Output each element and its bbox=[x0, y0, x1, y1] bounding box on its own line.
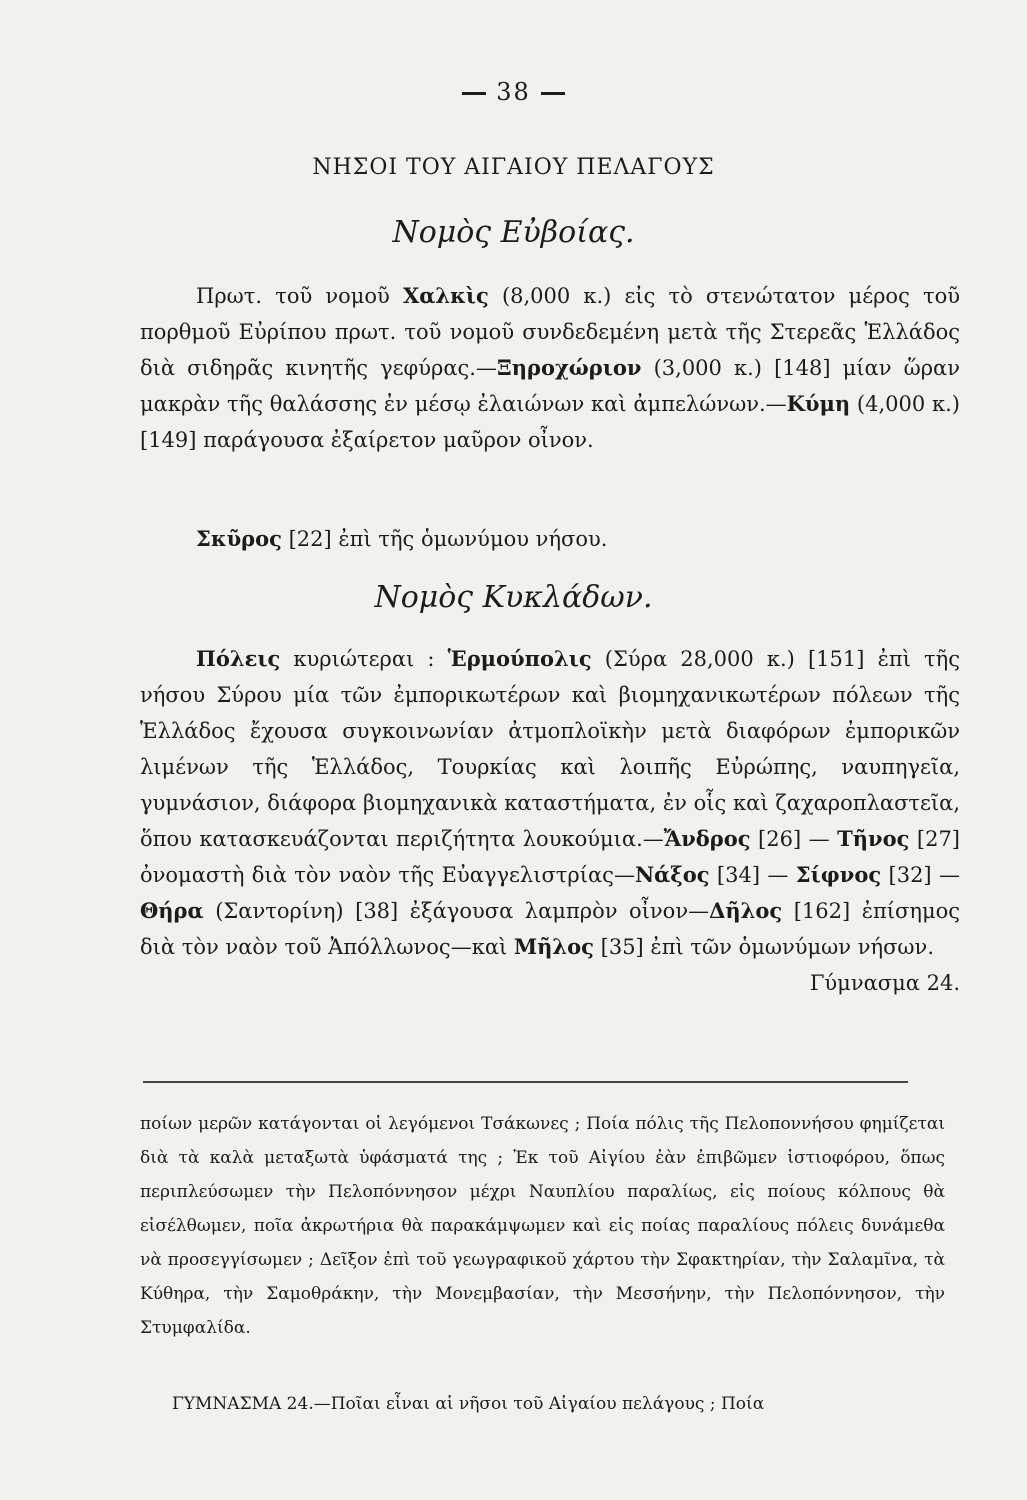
place-milos: Μῆλος bbox=[513, 934, 594, 959]
kyklades-paragraph: Πόλεις κυριώτεραι : Ἑρμούπολις (Σύρα 28,000 κ.) [151] ἐπὶ τῆς νήσου Σύρου μία τῶν ἐμπορικωτέρων καὶ βιομηχανικωτέρων πόλεων τῆς Ἑλλάδος ἔχουσα συγκοινωνίαν ἀτμοπλοϊκὴν μετὰ διαφόρων ἐμπορικῶν λιμένων τῆς Ἑλλάδος, Τουρκίας καὶ λοιπῆς Εὐρώπης, ναυπηγεῖα, γυμνάσιον, διάφορα βιομηχανικὰ καταστήματα, ἐν οἷς καὶ ζαχαροπλαστεῖα, ὅπου κατασκευάζονται περιζήτητα λουκούμια.—Ἄνδρος [26] — Τῆνος [27] ὀνομαστὴ διὰ τὸν ναὸν τῆς Εὐαγγελιστρίας—Νάξος [34] — Σίφνος [32] — Θήρα (Σαντορίνη) [38] ἐξάγουσα λαμπρὸν οἶνον—Δῆλος [162] ἐπίσημος διὰ τὸν ναὸν τοῦ Ἀπόλλωνος—καὶ Μῆλος [35] ἐπὶ τῶν ὁμωνύμων νήσων. Γύμνασμα 24. bbox=[140, 641, 960, 1001]
header-dash-right bbox=[541, 92, 565, 95]
place-andros: Ἄνδρος bbox=[663, 826, 751, 851]
footnote-divider bbox=[143, 1081, 908, 1083]
footnote-text: ποίων μερῶν κατάγονται οἱ λεγόμενοι Τσάκωνες ; Ποία πόλις τῆς Πελοποννήσου φημίζεται διὰ τὰ καλὰ μεταξωτὰ ὑφάσματά της ; Ἐκ τοῦ Αἰγίου ἐὰν ἐπιβῶμεν ἱστιοφόρου, ὅπως περιπλεύσωμεν τὴν Πελοπόννησον μέχρι Ναυπλίου παραλίως, εἰς ποίους κόλπους θὰ εἰσέλθωμεν, ποῖα ἀκρωτήρια θὰ παρακάμψωμεν καὶ εἰς ποίας παραλίους πόλεις δυνάμεθα νὰ προσεγγίσωμεν ; Δεῖξον ἐπὶ τοῦ γεωγραφικοῦ χάρτου τὴν Σφακτηρίαν, τὴν Σαλαμῖνα, τὰ Κύθηρα, τὴν Σαμοθράκην, τὴν Μονεμβασίαν, τὴν Μεσσήνην, τὴν Πελοπόννησον, τὴν Στυμφαλίδα. bbox=[140, 1114, 945, 1338]
section-title: ΝΗΣΟΙ ΤΟΥ ΑΙΓΑΙΟΥ ΠΕΛΑΓΟΥΣ bbox=[312, 155, 715, 180]
exercise-text: —Ποῖαι εἶναι αἱ νῆσοι τοῦ Αἰγαίου πελάγους ; Ποία bbox=[313, 1394, 765, 1414]
exercise-24 bbox=[172, 1387, 942, 1421]
place-kymi: Κύμη bbox=[786, 391, 851, 416]
place-dilos: Δῆλος bbox=[709, 898, 783, 923]
euboia-heading: Νομὸς Εὐβοίας. bbox=[392, 215, 635, 250]
gymnasma-reference: Γύμνασμα 24. bbox=[809, 971, 960, 995]
place-thira: Θήρα bbox=[140, 898, 204, 923]
page-number: 38 bbox=[496, 78, 531, 106]
place-tinos: Τῆνος bbox=[837, 826, 910, 851]
place-skyros: Σκῦρος bbox=[196, 526, 282, 551]
place-sifnos: Σίφνος bbox=[795, 862, 882, 887]
kyklades-heading: Νομὸς Κυκλάδων. bbox=[374, 580, 653, 615]
skyros-paragraph: Σκῦρος [22] ἐπὶ τῆς ὁμωνύμου νήσου. bbox=[196, 526, 608, 551]
place-chalkis: Χαλκὶς bbox=[402, 283, 489, 308]
place-naxos: Νάξος bbox=[634, 862, 710, 887]
exercise-label: ΓΥΜΝΑΣΜΑ 24. bbox=[172, 1394, 314, 1414]
euboia-paragraph: Πρωτ. τοῦ νομοῦ Χαλκὶς (8,000 κ.) εἰς τὸ στενώτατον μέρος τοῦ πορθμοῦ Εὐρίπου πρωτ. τοῦ νομοῦ συνδεδεμένη μετὰ τῆς Στερεᾶς Ἑλλάδος διὰ σιδηρᾶς κινητῆς γεφύρας.—Ξηροχώριον (3,000 κ.) [148] μίαν ὥραν μακρὰν τῆς θαλάσσης ἐν μέσῳ ἐλαιώνων καὶ ἀμπελώνων.—Κύμη (4,000 κ.) [149] παράγουσα ἐξαίρετον μαῦρον οἶνον. bbox=[140, 283, 961, 452]
poleis-label: Πόλεις bbox=[196, 646, 281, 671]
header-dash-left bbox=[462, 92, 486, 95]
place-ermoupolis: Ἑρμούπολις bbox=[447, 646, 592, 671]
place-xirochorion: Ξηροχώριον bbox=[496, 355, 642, 380]
page-header bbox=[0, 78, 1027, 106]
